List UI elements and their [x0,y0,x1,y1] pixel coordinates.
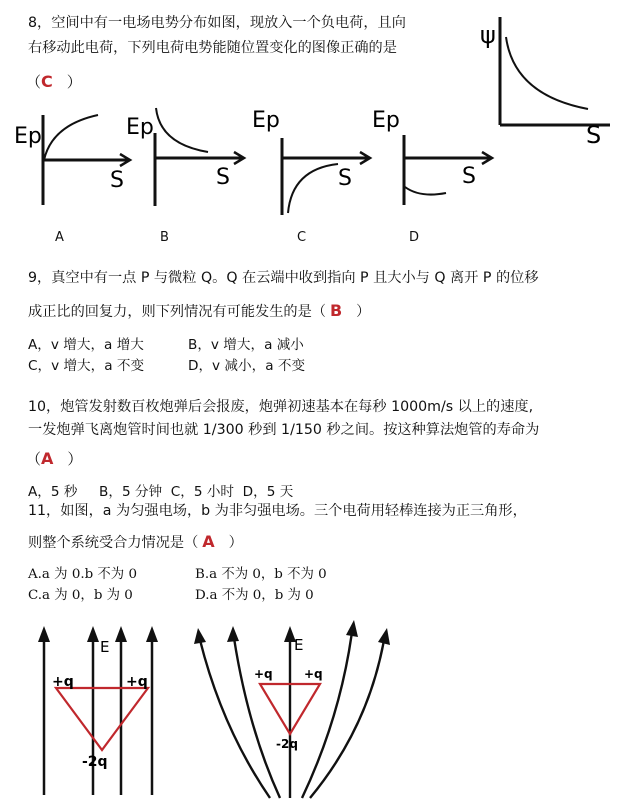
q11-answer: A [202,532,215,551]
uniform-charge-triangle [56,688,148,750]
graph-d-ep-label: Ep [372,108,400,133]
paren-close: ） [67,450,83,468]
paren-open: （ [26,450,42,468]
graph-c [246,103,376,228]
q11-line1: 11，如图，a 为匀强电场，b 为非匀强电场。三个电荷用轻棒连接为正三角形， [28,503,527,519]
q11-option-d: D.a 不为 0，b 为 0 [195,588,314,603]
q10-answer-paren [26,448,82,469]
graph-d-curve [405,187,446,195]
graph-b-s-label: S [216,165,230,190]
nonuniform-field-arrows [194,620,390,645]
q10-options: A，5 秒 B，5 分钟 C，5 小时 D，5 天 [28,484,294,500]
graph-d-letter: D [409,230,420,245]
graph-c-s-label: S [338,166,352,191]
q9-option-d: D，v 减小，a 不变 [188,358,306,374]
paren-open: （ [26,73,42,91]
q9-option-b: B，v 增大，a 减小 [188,337,304,353]
q9-option-c: C，v 增大，a 不变 [28,358,145,374]
psi-curve [506,37,588,109]
q9-answer: B [329,301,343,320]
psi-label: ψ [480,21,496,49]
q11-line2-text: 则整个系统受合力情况是（ [28,535,199,551]
q8-line2: 右移动此电荷，下列电荷电势能随位置变化的图像正确的是 [28,40,397,56]
graph-a-curve [44,115,98,160]
graph-c-ep-label: Ep [252,108,280,133]
uniform-plus-q-left: +q [52,674,74,690]
graph-b [120,98,250,223]
graph-b-letter: B [160,230,169,245]
nonuniform-minus-2q: -2q [276,737,298,751]
uniform-field-figure [20,620,200,800]
nonuniform-plus-q-right: +q [304,667,323,681]
q11-line2 [28,532,243,553]
q9-option-a: A，v 增大，a 增大 [28,337,144,353]
graph-c-curve [288,164,338,213]
q10-line1: 10，炮管发射数百枚炮弹后会报废，炮弹初速基本在每秒 1000m/s 以上的速度, [28,399,534,415]
uniform-e-label: E [100,638,110,656]
graph-b-ep-label: Ep [126,115,154,140]
graph-d [370,105,500,225]
q11-option-a: A.a 为 0.b 不为 0 [28,567,137,582]
paren-close: ） [228,535,243,551]
q8-answer-paren [26,71,82,92]
nonuniform-e-label: E [294,636,304,654]
q10-line2: 一发炮弹飞离炮管时间也就 1/300 秒到 1/150 秒之间。按这种算法炮管的寿命为 [28,422,540,438]
q8-line1: 8，空间中有一电场电势分布如图，现放入一个负电荷，且向 [28,15,406,31]
graph-a-ep-label: Ep [14,124,42,149]
graph-a-letter: A [55,230,64,245]
q11-option-b: B.a 不为 0，b 不为 0 [195,567,327,582]
paren-close: ） [356,304,371,320]
graph-c-letter: C [297,230,307,245]
nonuniform-field-figure [190,618,410,800]
uniform-minus-2q: -2q [82,754,108,770]
psi-s-label: S [586,121,602,145]
q10-answer: A [41,449,54,468]
graph-a-s-label: S [110,168,124,193]
q8-answer: C [41,72,53,91]
q9-line2-text: 成正比的回复力，则下列情况有可能发生的是（ [28,304,326,320]
q11-option-c: C.a 为 0，b 为 0 [28,588,133,603]
nonuniform-field-lines [200,632,384,798]
graph-b-curve [156,108,208,152]
q9-line2 [28,301,370,322]
nonuniform-plus-q-left: +q [254,667,273,681]
uniform-plus-q-right: +q [126,674,148,690]
q9-line1: 9，真空中有一点 P 与微粒 Q。Q 在云端中收到指向 P 且大小与 Q 离开 P 的位移 [28,270,539,286]
graph-d-s-label: S [462,164,476,189]
paren-close: ） [66,73,82,91]
